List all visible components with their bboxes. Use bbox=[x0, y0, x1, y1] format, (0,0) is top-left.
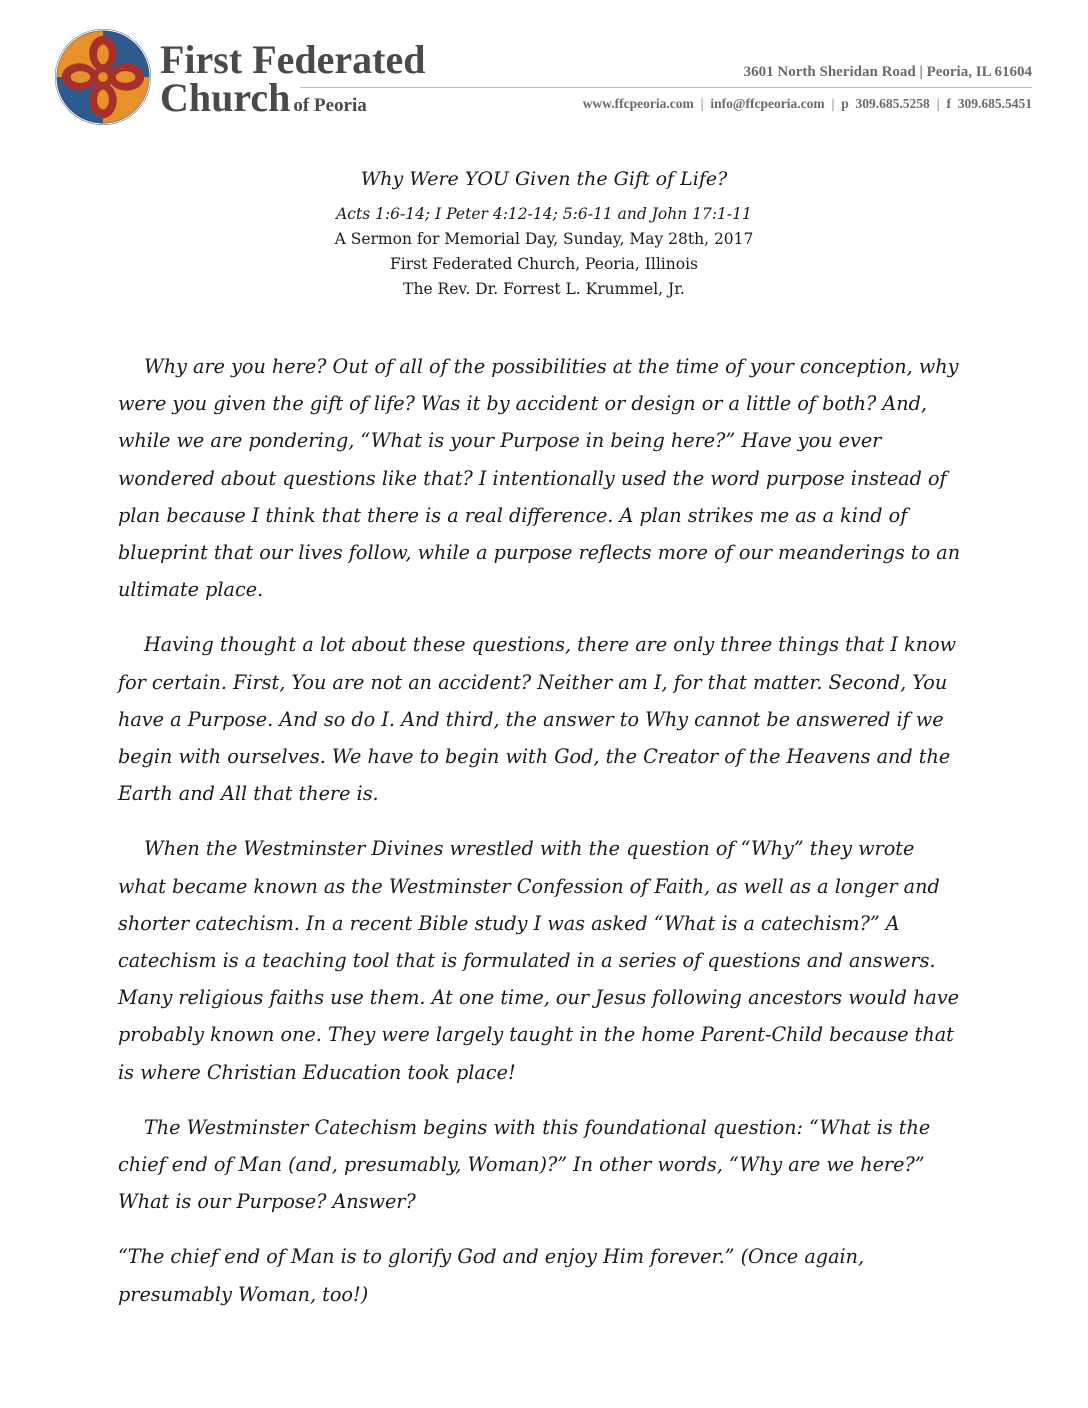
church-logo-icon bbox=[54, 28, 152, 126]
letterhead-divider bbox=[300, 87, 1032, 88]
sermon-header bbox=[0, 166, 1088, 302]
sermon-preacher: The Rev. Dr. Forrest L. Krummel, Jr. bbox=[403, 280, 685, 298]
contact-separator: | bbox=[936, 96, 940, 111]
letterhead bbox=[0, 0, 1088, 140]
church-phone: 309.685.5258 bbox=[855, 96, 930, 111]
church-contacts bbox=[583, 96, 1032, 112]
body-paragraph: When the Westminster Divines wrestled with the question of “Why” they wrote what became known as the Westminster Confession of Faith, as well as a longer and shorter catechism. In a recent Bible study I was asked “What is a catechism?” A catechism is a teaching tool that is formulated in a series of questions and answers. Many religious faiths use them. At one time, our Jesus following ancestors would have probably known one. They were largely taught in the home Parent-Child because that is where Christian Education took place! bbox=[118, 837, 960, 1084]
church-name-city: of Peoria bbox=[293, 95, 367, 116]
sermon-body bbox=[118, 348, 968, 1331]
body-paragraph: Having thought a lot about these questions, there are only three things that I know for certain. First, You are not an accident? Neither am I, for that matter. Second, You have a Purpose. And so do I. And third, the answer to Why cannot be answered if we begin with ourselves. We have to begin with God, the Creator of the Heavens and the Earth and All that there is. bbox=[118, 633, 957, 806]
body-paragraph: The Westminster Catechism begins with this foundational question: “What is the chief end of Man (and, presumably, Woman)?” In other words, “Why are we here?” What is our Purpose? Answer? bbox=[118, 1115, 931, 1214]
phone-label: p bbox=[841, 96, 849, 111]
contact-separator: | bbox=[700, 96, 704, 111]
church-fax: 309.685.5451 bbox=[957, 96, 1032, 111]
sermon-title: Why Were YOU Given the Gift of Life? bbox=[360, 168, 728, 190]
church-name-line2 bbox=[160, 75, 425, 120]
contact-separator: | bbox=[831, 96, 835, 111]
church-email: info@ffcpeoria.com bbox=[710, 96, 825, 111]
church-name bbox=[160, 37, 426, 120]
fax-label: f bbox=[946, 96, 951, 111]
sermon-scripture: Acts 1:6-14; I Peter 4:12-14; 5:6-11 and John 17:1-11 bbox=[336, 205, 752, 223]
church-name-word: Church bbox=[160, 75, 291, 120]
sermon-location: First Federated Church, Peoria, Illinois bbox=[390, 255, 698, 273]
body-paragraph: Why are you here? Out of all of the possibilities at the time of your conception, why were you given the gift of life? Was it by accident or design or a little of both? And, while we are pondering, “What is your Purpose in being here?” Have you ever wondered about questions like that? I intentionally used the word purpose instead of plan because I think that there is a real difference. A plan strikes me as a kind of blueprint that our lives follow, while a purpose reflects more of our meanderings to an ultimate place. bbox=[118, 355, 961, 602]
church-name-line1: First Federated bbox=[160, 37, 426, 82]
church-address: 3601 North Sheridan Road | Peoria, IL 61604 bbox=[743, 64, 1032, 80]
sermon-occasion: A Sermon for Memorial Day, Sunday, May 28th, 2017 bbox=[334, 230, 754, 248]
church-website: www.ffcpeoria.com bbox=[582, 96, 694, 111]
catechism-answer: “The chief end of Man is to glorify God and enjoy Him forever.” (Once again, presumably Woman, too!) bbox=[118, 1245, 865, 1306]
